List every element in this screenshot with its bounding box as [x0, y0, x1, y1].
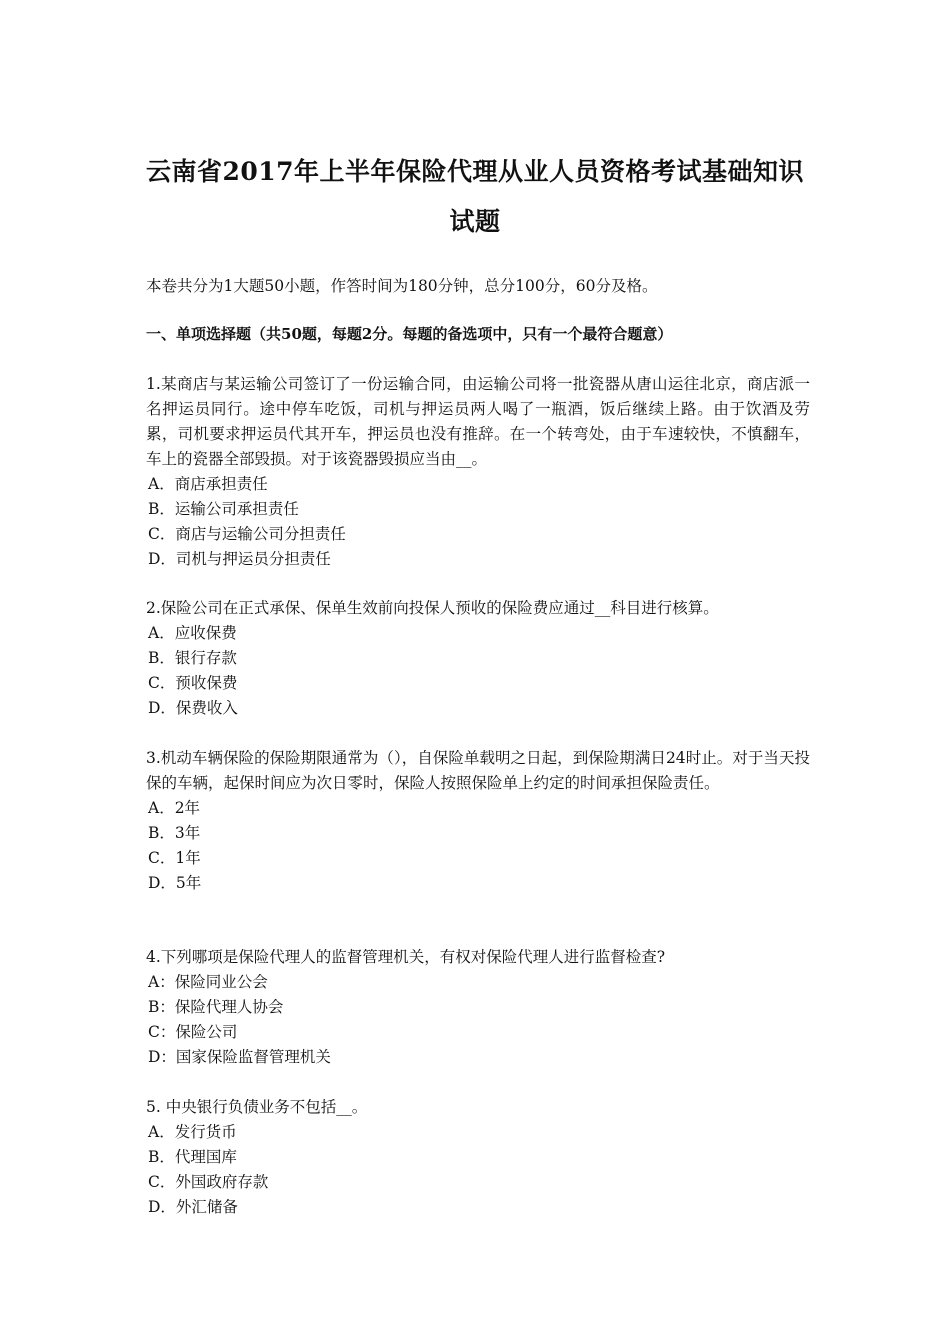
- option-d: D．司机与押运员分担责任: [148, 550, 331, 568]
- exam-intro: 本卷共分为1大题50小题，作答时间为180分钟，总分100分，60分及格。: [146, 277, 658, 295]
- question-stem: 3.机动车辆保险的保险期限通常为（），自保险单载明之日起，到保险期满日24时止。对于当天投保的车辆，起保时间应为次日零时，保险人按照保险单上约定的时间承担保险责任。: [146, 749, 810, 792]
- option-d: D．5年: [148, 874, 202, 892]
- question-stem: 2.保险公司在正式承保、保单生效前向投保人预收的保险费应通过__科目进行核算。: [146, 599, 719, 617]
- question-stem: 5. 中央银行负债业务不包括__。: [146, 1098, 368, 1116]
- question-4: [146, 945, 810, 1070]
- question-stem: 1.某商店与某运输公司签订了一份运输合同，由运输公司将一批瓷器从唐山运往北京，商店派一名押运员同行。途中停车吃饭，司机与押运员两人喝了一瓶酒，饭后继续上路。由于饮酒及劳累，司机要求押运员代其开车，押运员也没有推辞。在一个转弯处，由于车速较快，不慎翻车，车上的瓷器全部毁损。对于该瓷器毁损应当由__。: [146, 375, 810, 468]
- option-a: A．发行货币: [148, 1123, 237, 1141]
- question-stem: 4.下列哪项是保险代理人的监督管理机关，有权对保险代理人进行监督检查?: [146, 948, 666, 966]
- option-b: B．银行存款: [148, 649, 237, 667]
- option-c: C：保险公司: [148, 1023, 238, 1041]
- option-c: C．1年: [148, 849, 201, 867]
- option-a: A．应收保费: [148, 624, 237, 642]
- question-1: [146, 372, 810, 572]
- option-d: D．外汇储备: [148, 1198, 238, 1216]
- question-2: [146, 596, 810, 721]
- option-b: B．运输公司承担责任: [148, 500, 299, 518]
- option-b: B．3年: [148, 824, 201, 842]
- option-a: A：保险同业公会: [148, 973, 268, 991]
- option-c: C．外国政府存款: [148, 1173, 269, 1191]
- option-b: B．代理国库: [148, 1148, 237, 1166]
- option-d: D．保费收入: [148, 699, 238, 717]
- document-title-line-1: 云南省2017年上半年保险代理从业人员资格考试基础知识: [145, 157, 805, 186]
- option-d: D：国家保险监督管理机关: [148, 1048, 331, 1066]
- question-5: [146, 1095, 810, 1220]
- option-a: A．2年: [148, 799, 201, 817]
- option-c: C．商店与运输公司分担责任: [148, 525, 346, 543]
- option-a: A．商店承担责任: [148, 475, 268, 493]
- option-b: B：保险代理人协会: [148, 998, 284, 1016]
- section-heading: 一、单项选择题（共50题，每题2分。每题的备选项中，只有一个最符合题意）: [146, 325, 673, 343]
- question-3: [146, 746, 810, 896]
- document-title-line-2: 试题: [449, 207, 501, 236]
- option-c: C．预收保费: [148, 674, 238, 692]
